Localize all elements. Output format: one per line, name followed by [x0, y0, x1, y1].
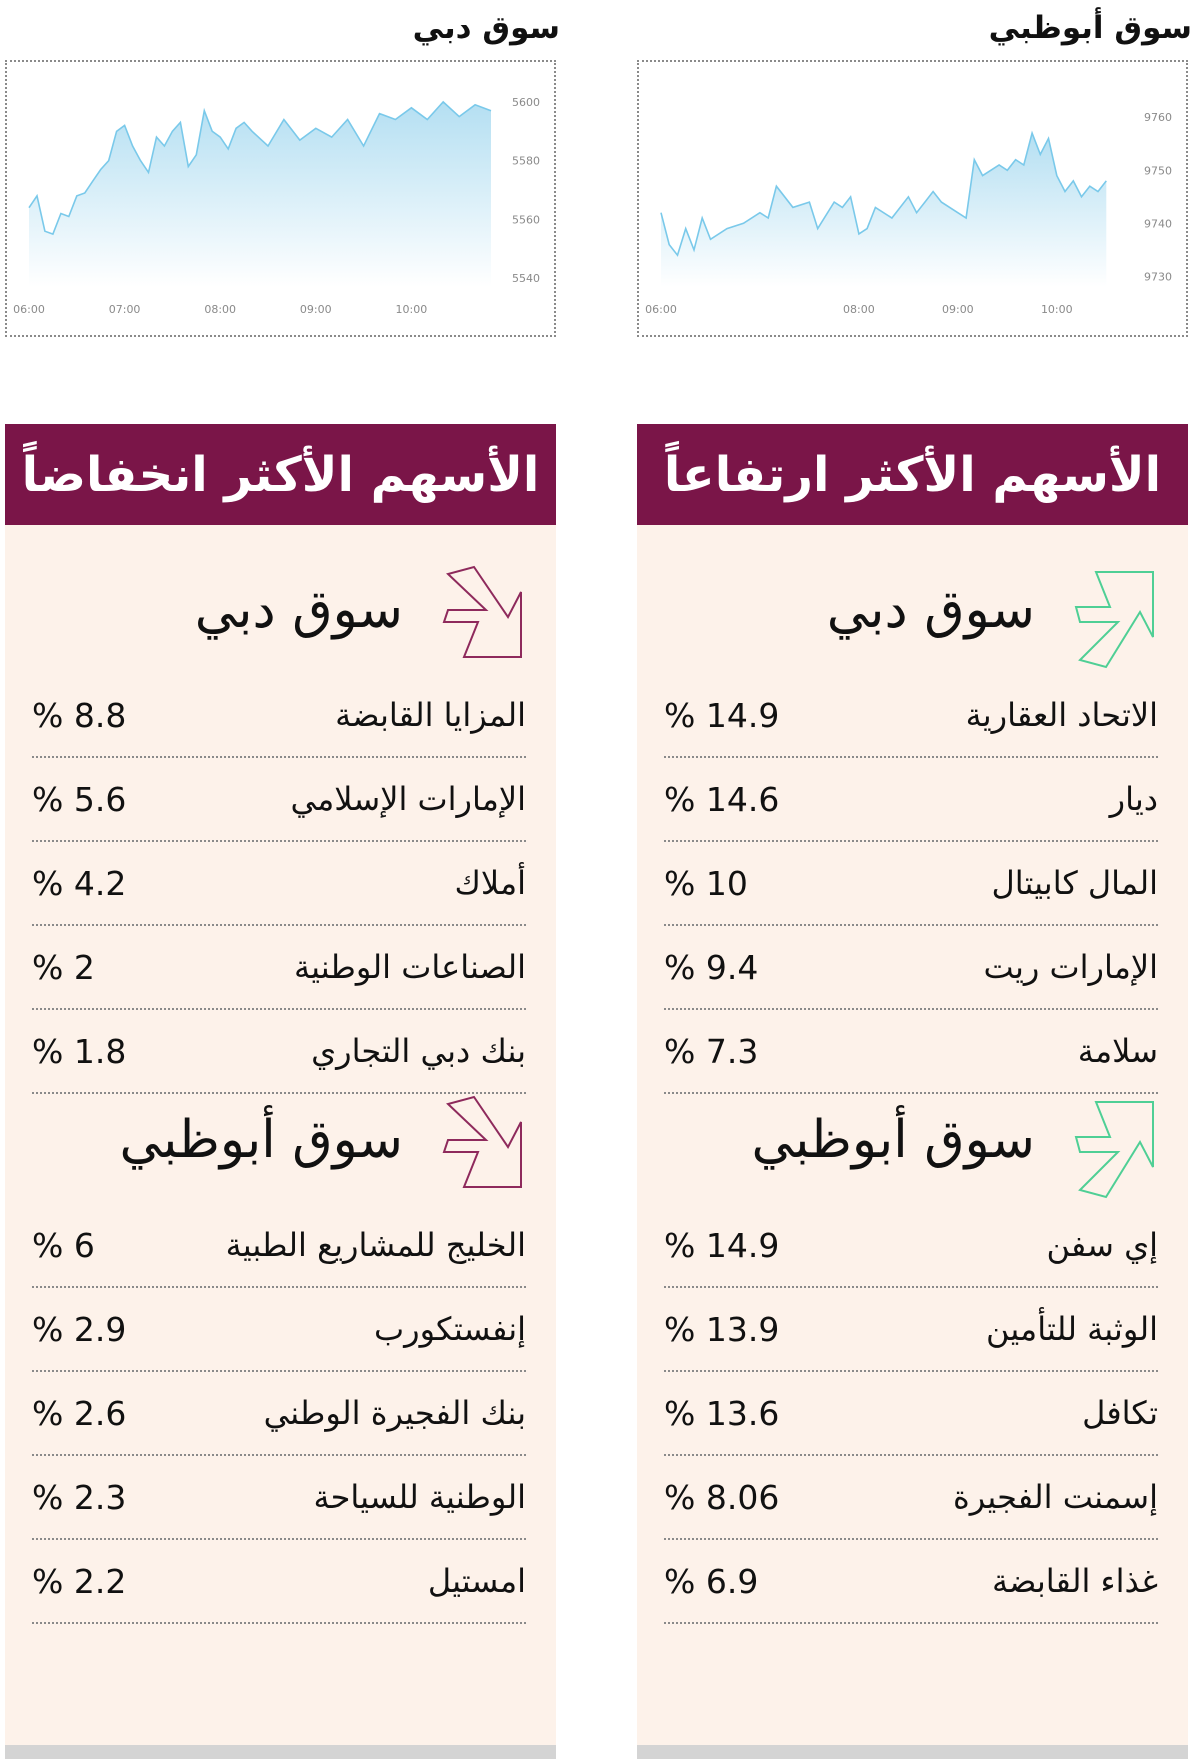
stock-change: % 14.9: [664, 696, 780, 735]
list-item: [32, 1372, 526, 1456]
list-item: [664, 1540, 1158, 1624]
list-item: [664, 1288, 1158, 1372]
stock-name: بنك دبي التجاري: [311, 1032, 526, 1070]
stock-change: % 9.4: [664, 948, 759, 987]
list-item: [32, 1288, 526, 1372]
gainers-abudhabi-market-name: سوق أبوظبي: [751, 1110, 1035, 1170]
stock-change: % 6.9: [664, 1562, 759, 1601]
losers-dubai-section: [5, 554, 556, 1094]
y-tick-label: 5540: [512, 272, 540, 286]
dubai-index-chart: [7, 62, 554, 335]
stock-change: % 6: [32, 1226, 95, 1265]
list-item: [664, 926, 1158, 1010]
gainers-dubai-section: [637, 554, 1188, 1094]
arrow-up-right-icon: [1058, 562, 1158, 672]
list-item: [32, 926, 526, 1010]
stock-change: % 13.6: [664, 1394, 780, 1433]
stock-name: أملاك: [454, 864, 526, 902]
stock-change: % 13.9: [664, 1310, 780, 1349]
gainers-dubai-market-name: سوق دبي: [826, 580, 1035, 640]
stock-change: % 1.8: [32, 1032, 127, 1071]
stock-change: % 14.6: [664, 780, 780, 819]
stock-name: الاتحاد العقارية: [965, 696, 1158, 734]
list-item: [32, 674, 526, 758]
stock-change: % 7.3: [664, 1032, 759, 1071]
stock-change: % 4.2: [32, 864, 127, 903]
list-item: [32, 1010, 526, 1094]
stock-change: % 10: [664, 864, 748, 903]
dubai-chart-title: سوق دبي: [412, 10, 560, 46]
list-item: [664, 674, 1158, 758]
stock-change: % 2.9: [32, 1310, 127, 1349]
x-tick-label: 08:00: [204, 303, 237, 316]
list-item: [664, 1456, 1158, 1540]
arrow-down-right-icon: [426, 562, 526, 672]
losers-abudhabi-market-name: سوق أبوظبي: [119, 1110, 403, 1170]
stock-name: سلامة: [1077, 1032, 1158, 1070]
stock-name: ديار: [1109, 780, 1158, 818]
stock-name: الصناعات الوطنية: [293, 948, 526, 986]
top-gainers-header: الأسهم الأكثر ارتفاعاً: [637, 424, 1188, 525]
list-item: [32, 842, 526, 926]
y-tick-label: 5580: [512, 154, 540, 168]
list-item: [32, 758, 526, 842]
stock-change: % 2.2: [32, 1562, 127, 1601]
stock-name: إي سفن: [1046, 1226, 1158, 1264]
stock-name: الوثبة للتأمين: [986, 1310, 1158, 1348]
stock-name: الوطنية للسياحة: [313, 1478, 526, 1516]
stock-name: تكافل: [1082, 1394, 1158, 1432]
arrow-up-right-icon: [1058, 1092, 1158, 1202]
stock-change: % 2.6: [32, 1394, 127, 1433]
losers-dubai-market-name: سوق دبي: [194, 580, 403, 640]
x-tick-label: 10:00: [395, 303, 428, 316]
stock-change: % 2.3: [32, 1478, 127, 1517]
x-tick-label: 10:00: [1040, 303, 1073, 316]
top-losers-panel: [5, 424, 556, 1759]
abudhabi-chart-title: سوق أبوظبي: [988, 10, 1192, 46]
losers-abudhabi-section: [5, 1084, 556, 1624]
y-tick-label: 9730: [1144, 270, 1172, 284]
list-item: [664, 842, 1158, 926]
stock-change: % 2: [32, 948, 95, 987]
series-area: [29, 102, 491, 287]
stock-name: إنفستكورب: [374, 1310, 526, 1348]
stock-name: الإمارات ريت: [983, 948, 1158, 986]
list-item: [32, 1456, 526, 1540]
y-tick-label: 9750: [1144, 164, 1172, 178]
stock-change: % 8.06: [664, 1478, 780, 1517]
panel-bottom-bar: [637, 1745, 1188, 1759]
y-tick-label: 5600: [512, 95, 540, 109]
top-losers-header: الأسهم الأكثر انخفاضاً: [5, 424, 556, 525]
list-item: [664, 1010, 1158, 1094]
stock-name: المزايا القابضة: [335, 696, 526, 734]
x-tick-label: 09:00: [941, 303, 974, 316]
stock-change: % 5.6: [32, 780, 127, 819]
panel-bottom-bar: [5, 1745, 556, 1759]
y-tick-label: 9760: [1144, 111, 1172, 125]
series-area: [661, 133, 1106, 287]
stock-name: إسمنت الفجيرة: [952, 1478, 1158, 1516]
list-item: [664, 758, 1158, 842]
y-tick-label: 5560: [512, 213, 540, 227]
stock-change: % 8.8: [32, 696, 127, 735]
dubai-chart-frame: [5, 60, 556, 337]
list-item: [664, 1204, 1158, 1288]
stock-name: بنك الفجيرة الوطني: [263, 1394, 526, 1432]
stock-change: % 14.9: [664, 1226, 780, 1265]
x-tick-label: 06:00: [645, 303, 677, 316]
list-item: [32, 1540, 526, 1624]
stock-name: غذاء القابضة: [991, 1562, 1158, 1600]
list-item: [664, 1372, 1158, 1456]
arrow-down-right-icon: [426, 1092, 526, 1202]
abudhabi-index-chart: [639, 62, 1186, 335]
stock-name: المال كابيتال: [991, 864, 1158, 902]
stock-name: الخليج للمشاريع الطبية: [225, 1226, 526, 1264]
gainers-abudhabi-section: [637, 1084, 1188, 1624]
abudhabi-chart-frame: [637, 60, 1188, 337]
x-tick-label: 07:00: [108, 303, 141, 316]
stock-name: امستيل: [427, 1562, 526, 1600]
top-gainers-panel: [637, 424, 1188, 1759]
y-tick-label: 9740: [1144, 217, 1172, 231]
x-tick-label: 09:00: [299, 303, 332, 316]
x-tick-label: 06:00: [13, 303, 45, 316]
x-tick-label: 08:00: [843, 303, 875, 316]
stock-name: الإمارات الإسلامي: [290, 780, 526, 818]
list-item: [32, 1204, 526, 1288]
